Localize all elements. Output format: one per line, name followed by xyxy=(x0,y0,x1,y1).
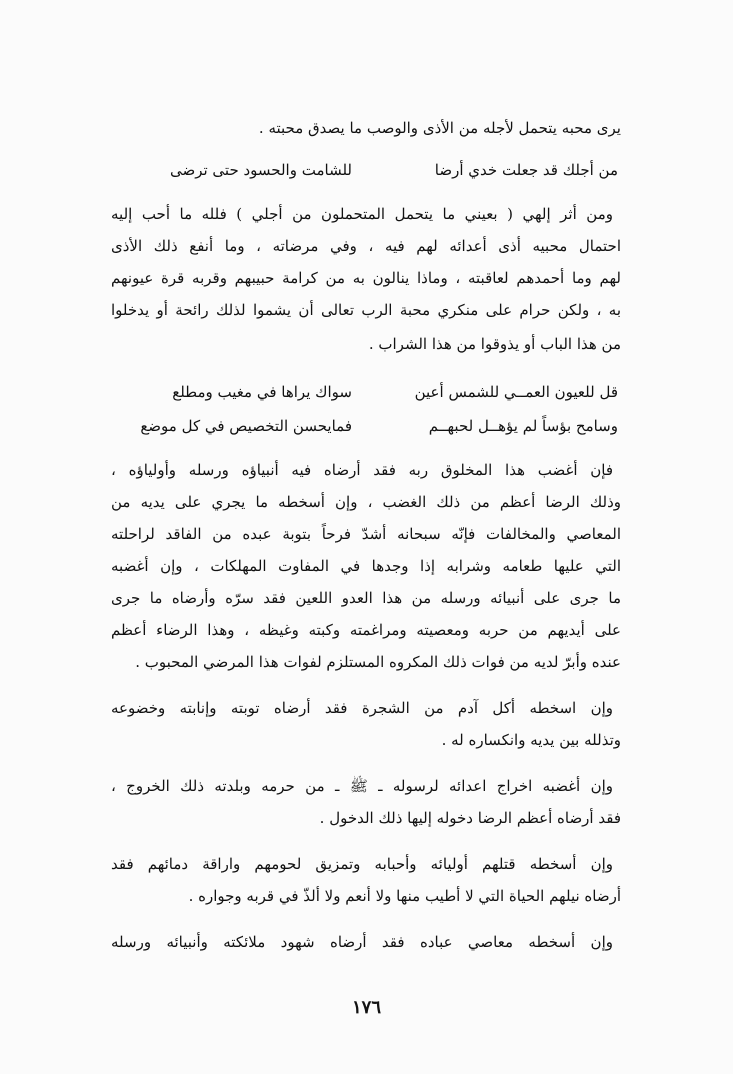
text-line: من هذا الباب أو يذوقوا من هذا الشراب . xyxy=(368,335,621,353)
verse-hemistich-left: فمايحسن التخصيص في كل موضع xyxy=(140,417,352,435)
text-line: ما جرى على أنبيائه ورسله من هذا العدو اللعين فقد سرّه وأرضاه ما جرى xyxy=(111,589,621,607)
text-line: فإن أغضب هذا المخلوق ربه فقد أرضاه فيه أنبياؤه ورسله وأولياؤه ، xyxy=(111,461,613,479)
text-line: وإن أسخطه قتلهم أوليائه وأحبابه وتمزيق لحومهم واراقة دمائهم فقد xyxy=(111,855,613,873)
text-line: احتمال محبيه أذى أعدائه لهم فيه ، وفي مرضاته ، وما أنفع ذلك الأذى xyxy=(111,237,621,255)
verse-hemistich-left: للشامت والحسود حتى ترضى xyxy=(169,161,352,179)
text-line: يرى محبه يتحمل لأجله من الأذى والوصب ما يصدق محبته . xyxy=(258,119,621,137)
text-line: التي عليها طعامه وشرابه إذا وجدها في المفاوت المهلكات ، وإن أغضبه xyxy=(111,557,621,575)
text-line: ومن أثر إلهي ( بعيني ما يتحمل المتحملون من أجلي ) فلله ما أحب إليه xyxy=(111,205,613,223)
text-line: وإن أسخطه معاصي عباده فقد أرضاه شهود ملائكته وأنبيائه ورسله xyxy=(111,933,613,951)
text-line: أرضاه نيلهم الحياة التي لا أطيب منها ولا أنعم ولا ألذّ في قربه وجواره . xyxy=(188,887,621,905)
text-line: لهم وما أحمدهم لعاقبته ، وماذا ينالون به من كرامة حبيبهم وقربه قرة عيونهم xyxy=(111,269,621,287)
text-line: وتذلله بين يديه وانكساره له . xyxy=(441,731,621,749)
verse-hemistich-right: وسامح بؤساً لم يؤهــل لحبهــم xyxy=(428,417,618,435)
verse-hemistich-left: سواك يراها في مغيب ومطلع xyxy=(172,383,352,401)
text-line: فقد أرضاه أعظم الرضا دخوله إليها ذلك الدخول . xyxy=(319,809,621,827)
text-line: وإن اسخطه أكل آدم من الشجرة فقد أرضاه توبته وإنابته وخضوعه xyxy=(111,699,613,717)
text-line: وذلك الرضا أعظم من ذلك الغضب ، وإن أسخطه ما يجري على يديه من xyxy=(111,493,621,511)
text-line: المعاصي والمخالفات فإنّه سبحانه أشدّ فرحاً بتوبة عبده من الفاقد لراحلته xyxy=(111,525,621,543)
page-number: ١٧٦ xyxy=(351,997,381,1018)
verse-hemistich-right: قل للعيون العمــي للشمس أعين xyxy=(414,383,618,401)
text-line: عنده وأبرّ لديه من فوات ذلك المكروه المستلزم لفوات هذا المرضي المحبوب . xyxy=(135,653,621,671)
verse-hemistich-right: من أجلك قد جعلت خدي أرضا xyxy=(434,161,618,179)
text-line: وإن أغضبه اخراج اعدائه لرسوله ـ ﷺ ـ من حرمه وبلدته ذلك الخروج ، xyxy=(111,777,613,795)
text-line: به ، ولكن حرام على منكري محبة الرب تعالى أن يشموا لذلك رائحة أو يدخلوا xyxy=(111,301,621,319)
text-line: على أيديهم من حربه ومعصيته ومراغمته وكبته وغيظه ، وهذا الرضاء أعظم xyxy=(111,621,621,639)
